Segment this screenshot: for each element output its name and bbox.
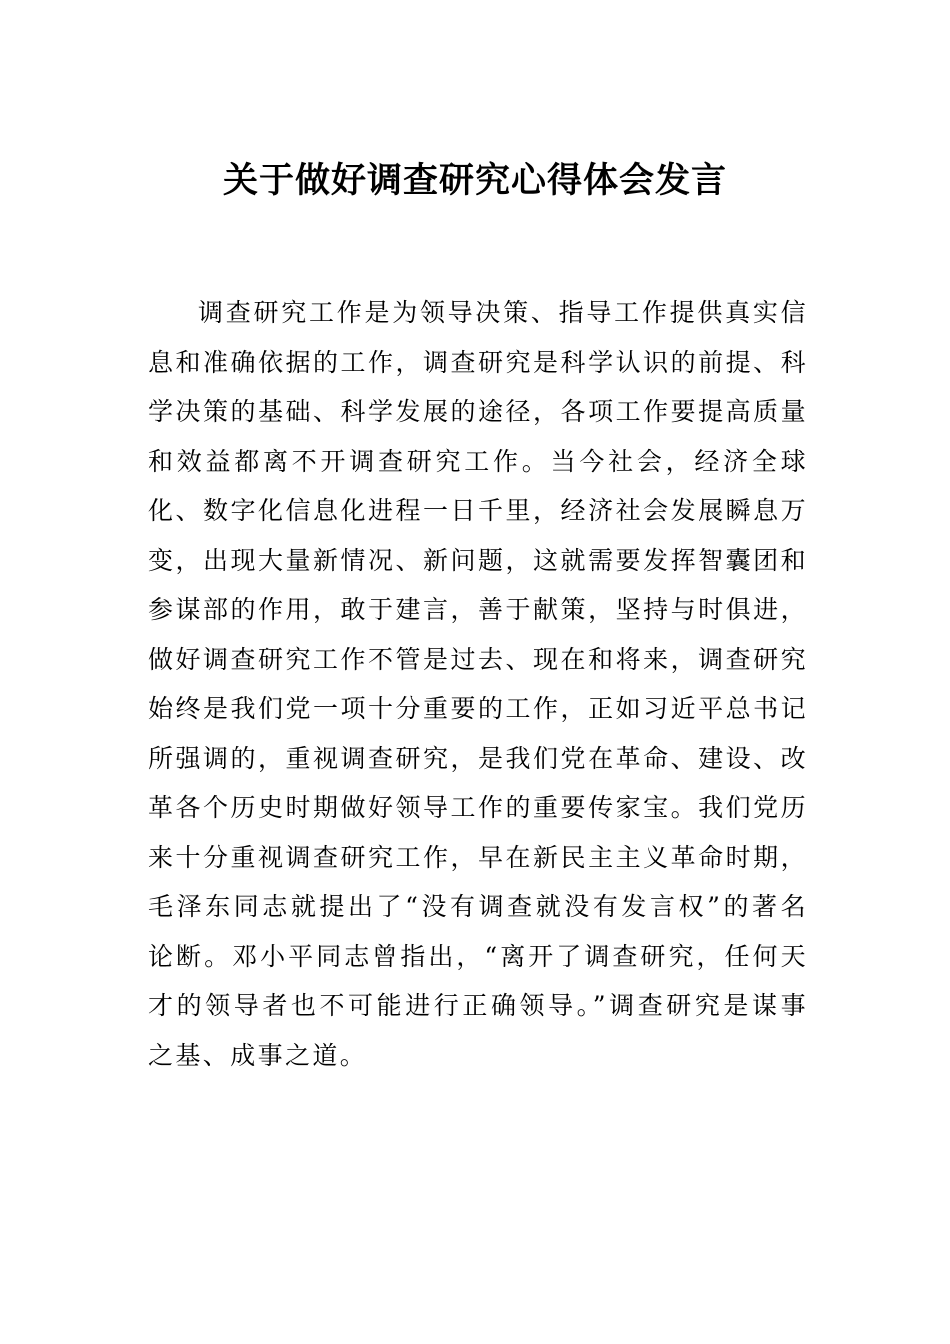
- document-title: 关于做好调查研究心得体会发言: [222, 160, 727, 201]
- body-paragraph: 调查研究工作是为领导决策、指导工作提供真实信息和准确依据的工作，调查研究是科学认识的前提、科学决策的基础、科学发展的途径，各项工作要提高质量和效益都离不开调查研究工作。当今社会，经济全球化、数字化信息化进程一日千里，经济社会发展瞬息万变，出现大量新情况、新问题，这就需要发挥智囊团和参谋部的作用，敢于建言，善于献策，坚持与时俱进，做好调查研究工作不管是过去、现在和将来，调查研究始终是我们党一项十分重要的工作，正如习近平总书记所强调的，重视调查研究，是我们党在革命、建设、改革各个历史时期做好领导工作的重要传家宝。我们党历来十分重视调查研究工作，早在新民主主义革命时期，毛泽东同志就提出了“没有调查就没有发言权”的著名论断。邓小平同志曾指出，“离开了调查研究，任何天才的领导者也不可能进行正确领导。”调查研究是谋事之基、成事之道。: [148, 298, 808, 1070]
